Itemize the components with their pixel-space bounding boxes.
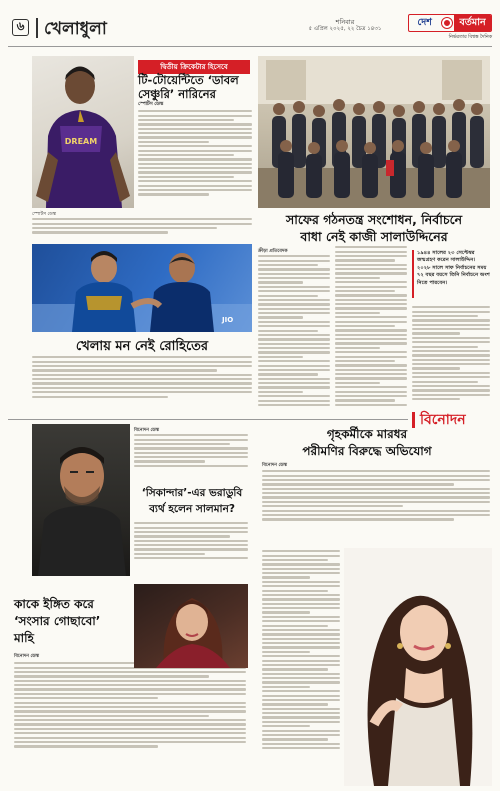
narine-headline-2: সেঞ্চুরি’ নারিনের — [138, 87, 216, 101]
salauddin-body-col2 — [335, 244, 407, 413]
masthead-rule — [8, 46, 492, 47]
porimoni-figure — [344, 548, 492, 786]
entertainment-rule — [8, 419, 408, 420]
narine-body-bottom — [32, 216, 252, 240]
salman-body-bottom — [134, 520, 248, 578]
narine-body-top — [138, 108, 252, 208]
svg-text:DREAM: DREAM — [64, 137, 98, 146]
narine-byline: স্পোর্টস ডেস্ক — [138, 102, 164, 107]
brand-logo-icon — [442, 18, 452, 28]
salauddin-body-col1 — [258, 253, 330, 413]
porimoni-headline-2: পরীমণির বিরুদ্ধে অভিযোগ — [302, 444, 432, 458]
mahi-body — [14, 660, 246, 782]
mahi-figure — [134, 584, 248, 668]
porimoni-body-top — [262, 468, 490, 546]
narine-photo-byline: স্পোর্টস ডেস্ক — [32, 212, 57, 217]
salauddin-pull-quote: ১৯৪৪ সালের ২৩ সেপ্টেম্বর জন্মগ্রহণ করেন সালাউদ্দিন। ২০২৮ সালে সাফ নির্বাচনের সময় ৭২ বছর বয়সে তিনি নির্বাচনে অংশ নিতে পারবেন। — [417, 250, 490, 286]
mahi-headline-2: ‘সংসার গোছাবো’ — [14, 614, 101, 628]
masthead-divider — [36, 18, 38, 38]
rohit-body — [32, 354, 252, 416]
brand-right: বর্তমান — [454, 15, 491, 31]
date-label: ৫ এপ্রিল ২০২৫, ২২ চৈত্র ১৪৩১ — [308, 26, 382, 32]
salman-headline-2: ব্যর্থ হলেন সালমান? — [149, 503, 235, 515]
porimoni-body-col — [262, 548, 340, 782]
entertainment-label: বিনোদন — [420, 412, 466, 428]
narine-headline-1: টি-টোয়েন্টিতে ‘ডাবল — [138, 73, 239, 87]
page-number: ৬ — [16, 18, 25, 33]
salman-body-top — [134, 432, 248, 480]
salman-headline-1: ‘সিকান্দার’-এর ভরাডুবি — [141, 487, 243, 499]
saff-group-photo — [258, 56, 490, 208]
porimoni-headline-1: গৃহকর্মীকে মারধর — [326, 427, 408, 441]
salauddin-byline: ক্রীড়া প্রতিবেদক — [258, 249, 288, 254]
saff-group-figures — [258, 56, 490, 208]
brand-left: দেশ — [417, 16, 432, 28]
salman-figure — [32, 424, 130, 576]
salauddin-pull-quote-box — [412, 250, 490, 298]
brand-logo — [408, 14, 492, 32]
salauddin-headline-2: বাধা নেই কাজী সালাউদ্দিনের — [300, 229, 448, 244]
mahi-headline-1: কাকে ইঙ্গিত করে — [14, 597, 94, 611]
mahi-headline-3: মাহি — [14, 631, 34, 645]
rohit-figures — [32, 244, 252, 332]
rohit-photo — [32, 244, 252, 332]
mahi-byline: বিনোদন ডেস্ক — [14, 654, 40, 659]
rohit-headline: খেলায় মন নেই রোহিতের — [75, 339, 209, 354]
narine-figure — [32, 56, 134, 208]
masthead — [0, 0, 500, 52]
narine-kicker: দ্বিতীয় ক্রিকেটার হিসেবে — [138, 60, 250, 74]
brand-tagline: নির্ভরতার বিশ্বস্ত দৈনিক — [448, 35, 492, 40]
porimoni-photo — [344, 548, 492, 786]
salauddin-body-col3 — [412, 304, 490, 413]
section-title: খেলাধুলা — [44, 19, 107, 39]
porimoni-byline: বিনোদন ডেস্ক — [262, 463, 288, 468]
narine-photo — [32, 56, 134, 208]
salman-photo — [32, 424, 130, 576]
day-label: শনিবার — [335, 18, 355, 26]
salman-byline: বিনোদন ডেস্ক — [134, 428, 160, 433]
page-number-box — [12, 19, 29, 36]
salauddin-headline-1: সাফের গঠনতন্ত্র সংশোধন, নির্বাচনে — [285, 212, 463, 227]
svg-text:JIO: JIO — [222, 316, 234, 324]
mahi-photo — [134, 584, 248, 668]
